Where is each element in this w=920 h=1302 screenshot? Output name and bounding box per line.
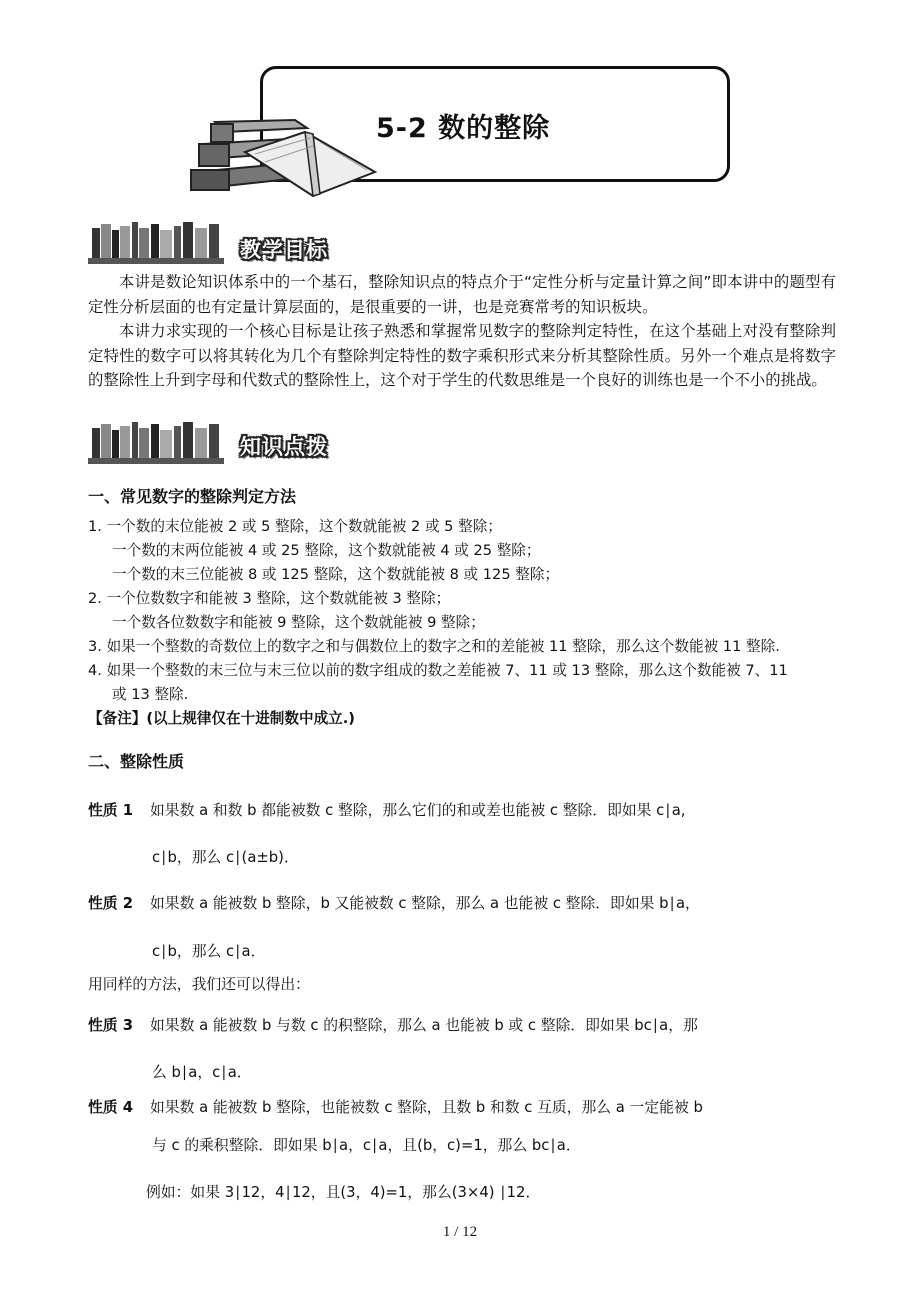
part2-heading: 二、整除性质 bbox=[88, 752, 185, 771]
section-heading-goals: 教学目标 bbox=[240, 238, 328, 262]
property-label: 性质 3 bbox=[88, 1017, 134, 1034]
property-text: 如果数 a 能被数 b 与数 c 的积整除，那么 a 也能被 b 或 c 整除．即如果 bc∣a，那 bbox=[150, 1017, 698, 1034]
rule-line: 一个数的末三位能被 8 或 125 整除，这个数就能被 8 或 125 整除； bbox=[112, 566, 560, 583]
page-title: 5-2 数的整除 bbox=[376, 113, 551, 144]
property-text: 如果数 a 能被数 b 整除，b 又能被数 c 整除，那么 a 也能被 c 整除．即如果 b∣a， bbox=[150, 895, 700, 912]
rule-line: 一个数各位数数字和能被 9 整除，这个数就能被 9 整除； bbox=[112, 614, 485, 631]
property-text-cont: 么 b∣a，c∣a． bbox=[152, 1064, 252, 1081]
section-heading-knowledge: 知识点拨 bbox=[240, 435, 328, 459]
rule-line: 或 13 整除. bbox=[112, 686, 189, 703]
intro-paragraph-1: 本讲是数论知识体系中的一个基石，整除知识点的特点介于“定性分析与定量计算之间”即本讲中的题型有定性分析层面的也有定量计算层面的，是很重要的一讲，也是竞赛常考的知识板块。 bbox=[88, 273, 836, 316]
books-stack-icon bbox=[185, 112, 385, 202]
property-text-cont: c∣b，那么 c∣(a±b)． bbox=[152, 849, 299, 866]
rule-line: 一个数的末两位能被 4 或 25 整除，这个数就能被 4 或 25 整除； bbox=[112, 542, 541, 559]
property-text: 如果数 a 和数 b 都能被数 c 整除，那么它们的和或差也能被 c 整除．即如果 c∣a, bbox=[150, 802, 686, 819]
property-label: 性质 2 bbox=[88, 895, 134, 912]
property-text-cont: 与 c 的乘积整除．即如果 b∣a，c∣a，且(b，c)=1，那么 bc∣a． bbox=[152, 1137, 581, 1154]
rule-line: 3. 如果一个整数的奇数位上的数字之和与偶数位上的数字之和的差能被 11 整除，那么这个数能被 11 整除. bbox=[88, 638, 780, 655]
bookshelf-icon bbox=[88, 220, 224, 266]
property-text: 如果数 a 能被数 b 整除，也能被数 c 整除，且数 b 和数 c 互质，那么 a 一定能被 b bbox=[150, 1099, 703, 1116]
bookshelf-icon bbox=[88, 420, 224, 466]
rule-line: 2. 一个位数数字和能被 3 整除，这个数就能被 3 整除； bbox=[88, 590, 451, 607]
rule-line: 1. 一个数的末位能被 2 或 5 整除，这个数就能被 2 或 5 整除； bbox=[88, 518, 502, 535]
rule-line: 4. 如果一个整数的末三位与末三位以前的数字组成的数之差能被 7、11 或 13 整除，那么这个数能被 7、11 bbox=[88, 662, 788, 679]
page-number: 1 / 12 bbox=[442, 1224, 478, 1240]
example-text: 例如：如果 3∣12，4∣12，且(3，4)=1，那么(3×4) ∣12． bbox=[146, 1184, 541, 1201]
part1-heading: 一、常见数字的整除判定方法 bbox=[88, 487, 297, 506]
property-label: 性质 1 bbox=[88, 802, 134, 819]
intro-paragraph-2: 本讲力求实现的一个核心目标是让孩子熟悉和掌握常见数字的整除判定特性，在这个基础上对没有整除判定特性的数字可以将其转化为几个有整除判定特性的数字乘积形式来分析其整除性质。另外一个难点是将数字的整除性上升到字母和代数式的整除性上，这个对于学生的代数思维是一个良好的训练也是一个不小的挑战。 bbox=[88, 322, 836, 390]
property-label: 性质 4 bbox=[88, 1099, 134, 1116]
property-text-cont: c∣b，那么 c∣a． bbox=[152, 943, 266, 960]
derive-text: 用同样的方法，我们还可以得出： bbox=[88, 976, 310, 993]
rule-note: 【备注】(以上规律仅在十进制数中成立.) bbox=[88, 710, 355, 727]
